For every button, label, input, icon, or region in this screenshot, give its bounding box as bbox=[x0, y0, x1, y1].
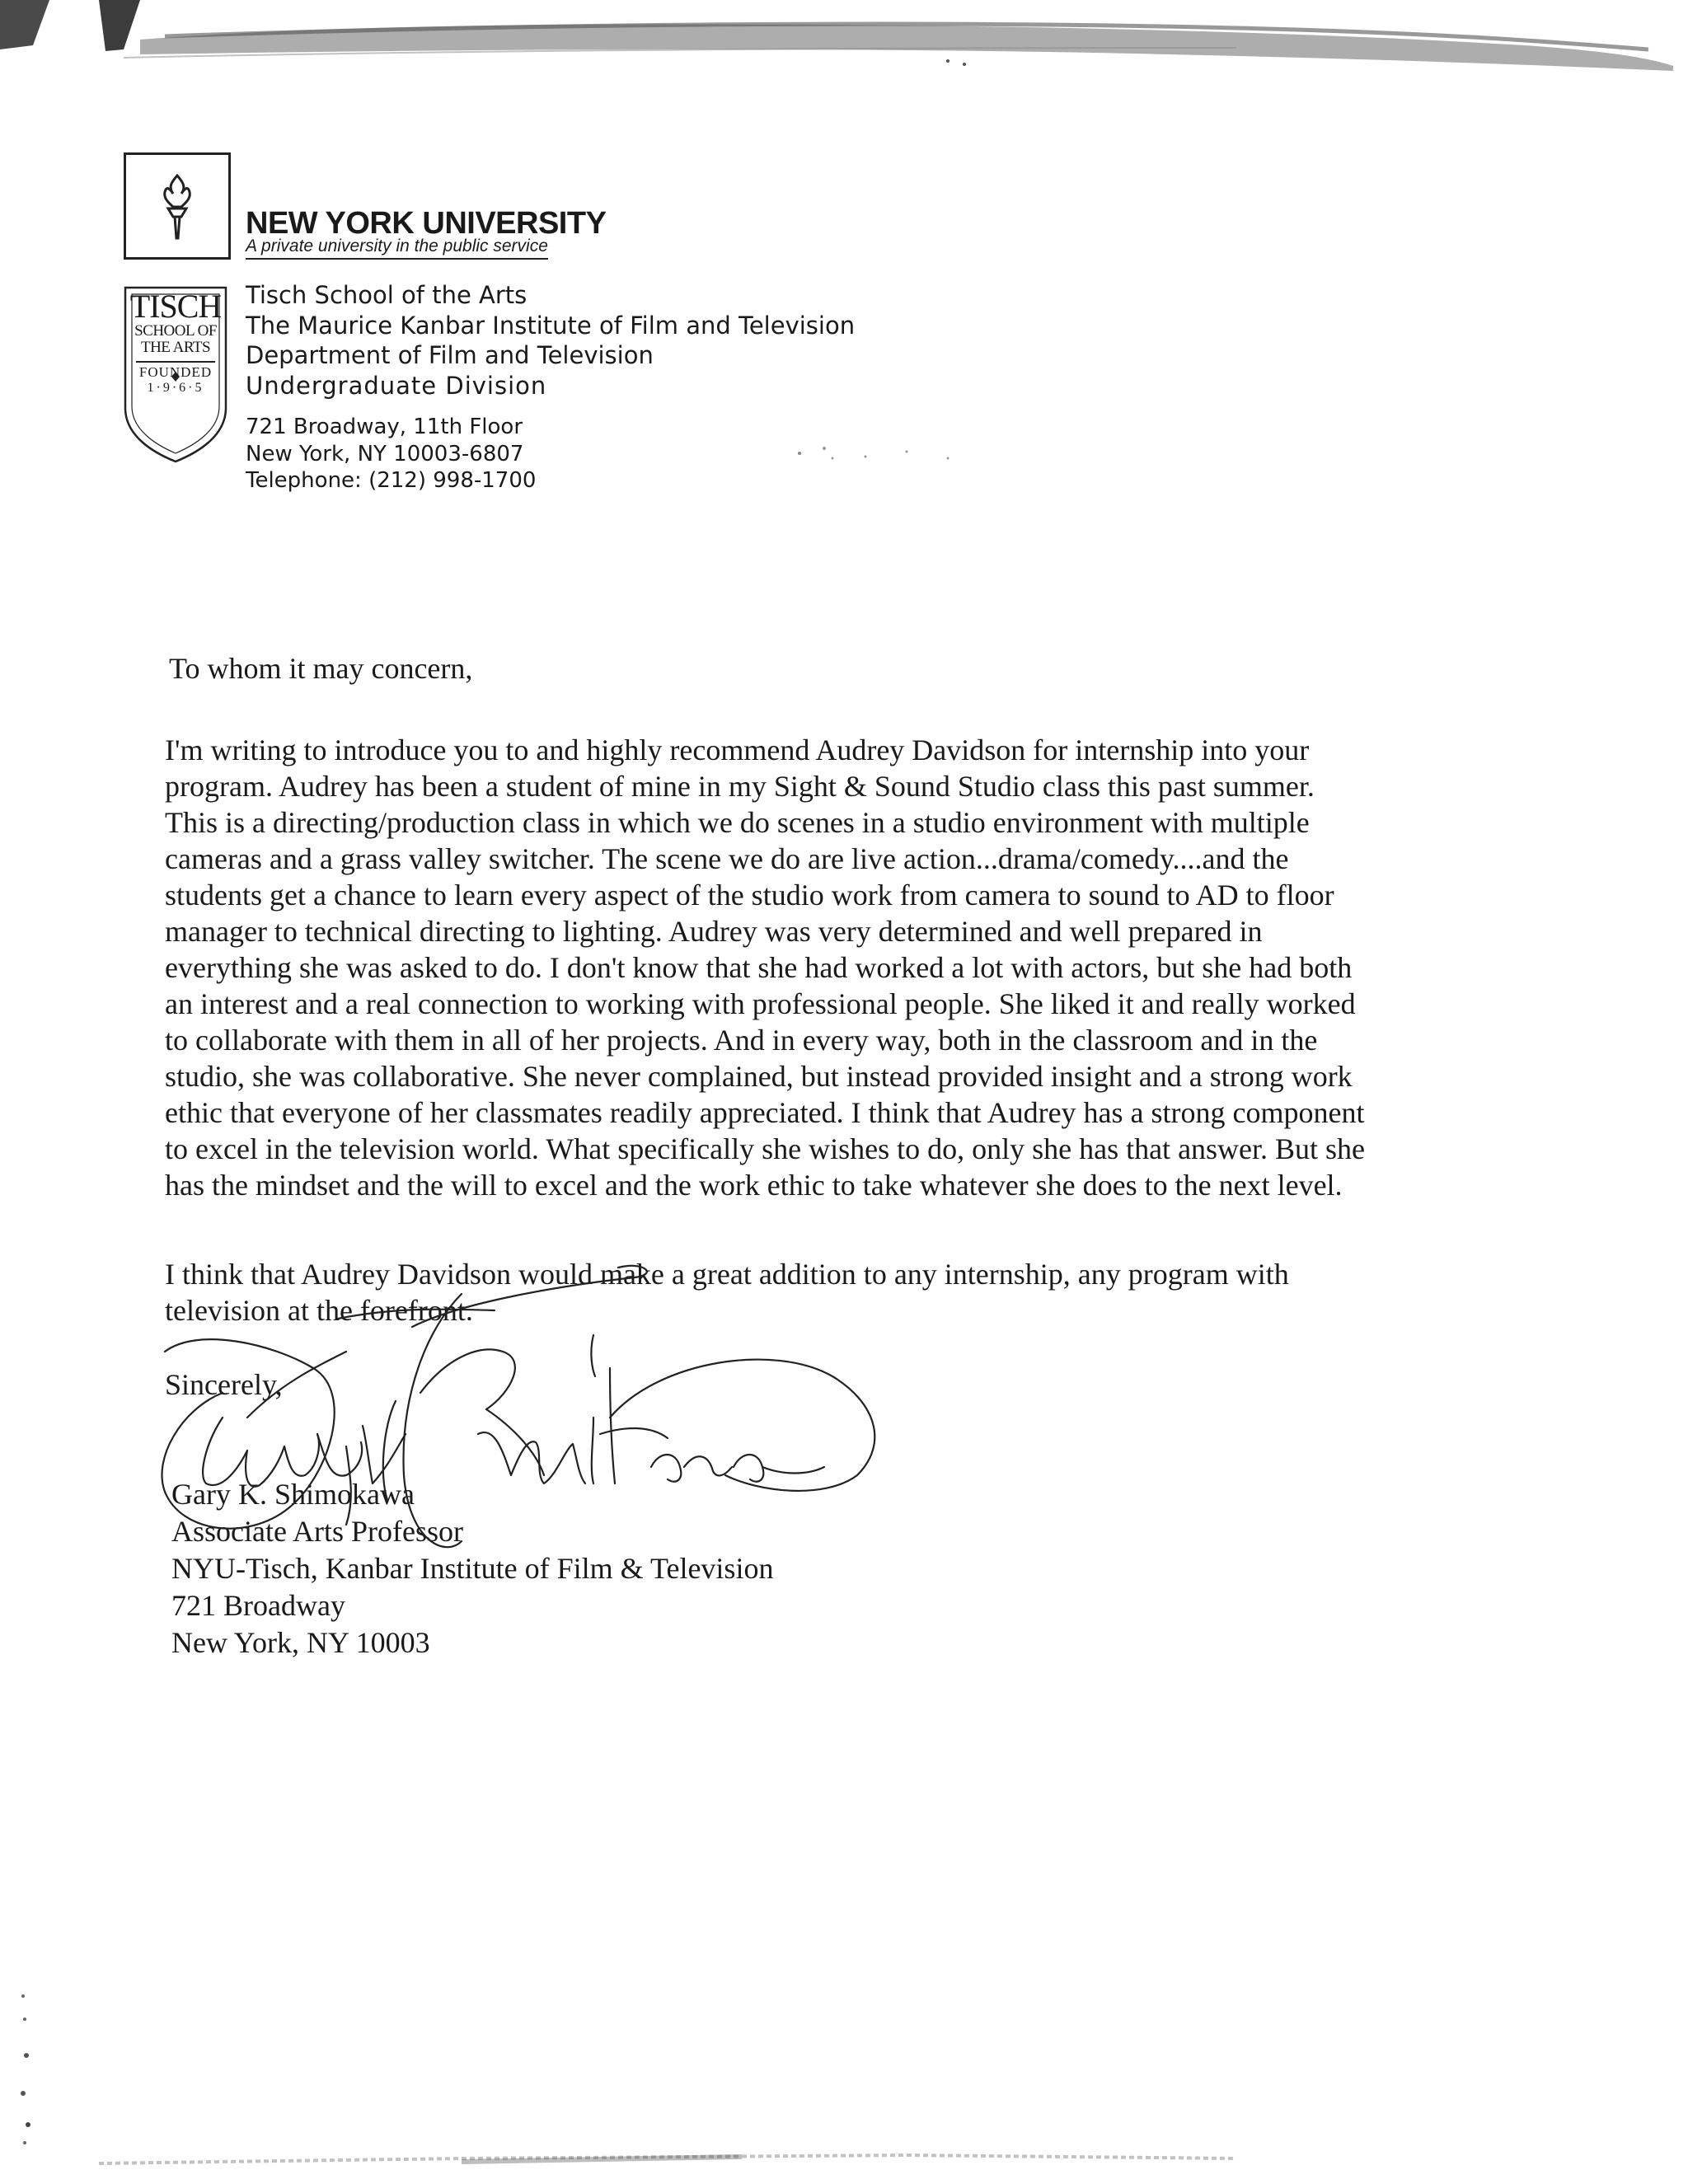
body-line: students get a chance to learn every aspect of the studio work from camera to sound to AD to floor bbox=[165, 879, 1334, 912]
signature-block bbox=[171, 1476, 773, 1661]
signer-city: New York, NY 10003 bbox=[171, 1626, 430, 1659]
signer-affiliation: NYU-Tisch, Kanbar Institute of Film & Television bbox=[171, 1552, 774, 1585]
body-line: an interest and a real connection to working with professional people. She liked it and really worked bbox=[165, 987, 1356, 1020]
nyu-torch-logo bbox=[124, 152, 231, 260]
body-line: ethic that everyone of her classmates readily appreciated. I think that Audrey has a strong component bbox=[165, 1096, 1365, 1129]
department-line: The Maurice Kanbar Institute of Film and Television bbox=[246, 311, 856, 340]
salutation: To whom it may concern, bbox=[169, 652, 473, 685]
tisch-seal bbox=[122, 290, 229, 396]
signer-title: Associate Arts Professor bbox=[171, 1515, 463, 1548]
university-name: NEW YORK UNIVERSITY bbox=[246, 206, 607, 241]
department-lines bbox=[246, 280, 855, 401]
letterhead-address bbox=[246, 414, 536, 494]
address-line: Telephone: (212) 998-1700 bbox=[246, 468, 537, 493]
scan-edge-left bbox=[15, 1986, 40, 2151]
seal-founded: FOUNDED bbox=[136, 361, 215, 381]
scan-edge-bottom bbox=[0, 2147, 1688, 2184]
body-line: has the mindset and the will to excel and the work ethic to take whatever she does to the next level. bbox=[165, 1169, 1343, 1202]
seal-year: 1·9·6·5 bbox=[147, 381, 204, 395]
body-line: I'm writing to introduce you to and highly recommend Audrey Davidson for internship into your bbox=[165, 733, 1310, 766]
body-line: program. Audrey has been a student of mine in my Sight & Sound Studio class this past summer. bbox=[165, 770, 1315, 803]
address-line: New York, NY 10003-6807 bbox=[246, 441, 524, 466]
seal-line-2: SCHOOL OF bbox=[134, 322, 217, 340]
torch-icon bbox=[148, 169, 206, 243]
signer-street: 721 Broadway bbox=[171, 1589, 345, 1622]
closing: Sincerely, bbox=[165, 1368, 283, 1401]
department-line: Tisch School of the Arts bbox=[246, 281, 528, 309]
body-line: everything she was asked to do. I don't know that she had worked a lot with actors, but she had both bbox=[165, 951, 1353, 984]
address-line: 721 Broadway, 11th Floor bbox=[246, 415, 523, 439]
body-line: cameras and a grass valley switcher. The scene we do are live action...drama/comedy....and the bbox=[165, 842, 1289, 875]
paragraph-2 bbox=[165, 1256, 1289, 1329]
body-line: I think that Audrey Davidson would make a great addition to any internship, any program with bbox=[165, 1258, 1289, 1291]
university-tagline: A private university in the public service bbox=[246, 237, 548, 260]
department-line: Undergraduate Division bbox=[246, 371, 547, 400]
signer-name: Gary K. Shimokawa bbox=[171, 1478, 415, 1511]
seal-line-1: TISCH bbox=[129, 288, 222, 325]
department-line: Department of Film and Television bbox=[246, 341, 654, 369]
body-line: manager to technical directing to lighting. Audrey was very determined and well prepared in bbox=[165, 915, 1263, 948]
body-line: to excel in the television world. What specifically she wishes to do, only she has that answer. But she bbox=[165, 1132, 1366, 1165]
body-line: television at the forefront. bbox=[165, 1294, 473, 1327]
seal-line-3: THE ARTS bbox=[140, 339, 211, 356]
scan-specks bbox=[783, 437, 981, 470]
body-line: This is a directing/production class in which we do scenes in a studio environment with multiple bbox=[165, 806, 1310, 839]
body-line: studio, she was collaborative. She never complained, but instead provided insight and a strong work bbox=[165, 1060, 1353, 1093]
paragraph-1 bbox=[165, 732, 1365, 1203]
body-line: to collaborate with them in all of her projects. And in every way, both in the classroom and in the bbox=[165, 1024, 1318, 1057]
scan-edge-top bbox=[0, 0, 1688, 74]
